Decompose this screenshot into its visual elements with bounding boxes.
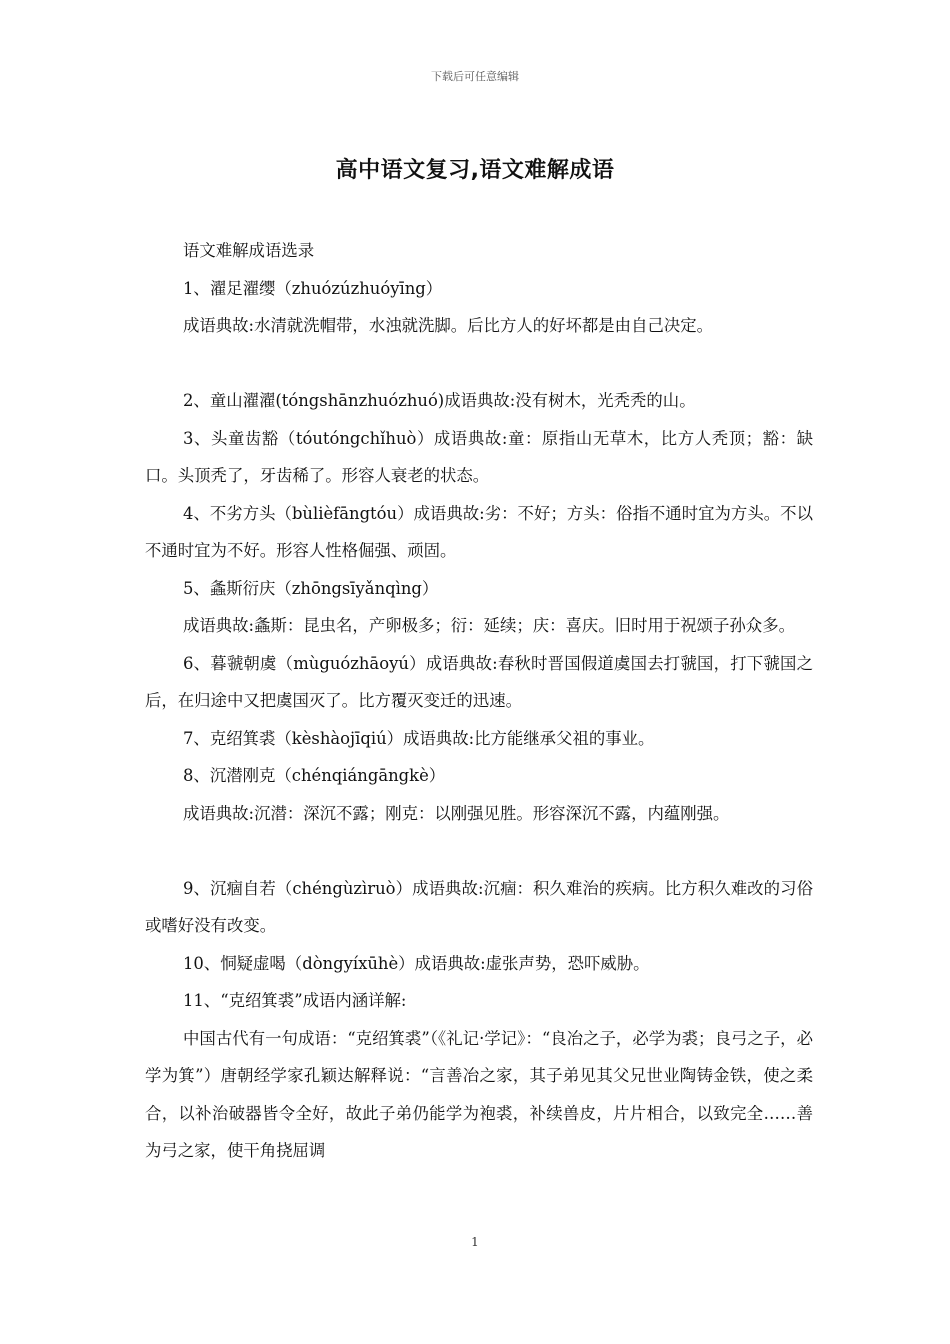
- paragraph-idiom-8-heading: 8、沉潜刚克（chénqiángāngkè）: [183, 766, 446, 785]
- paragraph-idiom-5-heading: 5、螽斯衍庆（zhōngsīyǎnqìng）: [183, 578, 439, 598]
- paragraph-intro: 语文难解成语选录: [183, 241, 315, 260]
- paragraph-idiom-4: 4、不劣方头（bùlièfāngtóu）成语典故:劣：不好；方头：俗指不通时宜为方头。不以不通时宜为不好。形容人性格倔强、顽固。: [145, 503, 813, 560]
- page-number: 1: [471, 1235, 479, 1249]
- document-title: 高中语文复习,语文难解成语: [335, 158, 615, 183]
- paragraph-section-11-heading: 11、“克绍箕裘”成语内涵详解:: [183, 991, 407, 1010]
- paragraph-section-11-body: 中国古代有一句成语：“克绍箕裘”（《礼记·学记》：“良冶之子，必学为裘；良弓之子，必学为箕”）唐朝经学家孔颖达解释说：“言善冶之家，其子弟见其父兄世业陶铸金铁，使之柔合，以补治破器皆令全好，故此子弟仍能学为袍裘，补续兽皮，片片相合，以致完全……善为弓之家，使干角挠屈调: [145, 1028, 813, 1160]
- paragraph-idiom-7: 7、克绍箕裘（kèshàojīqiú）成语典故:比方能继承父祖的事业。: [183, 728, 655, 748]
- paragraph-idiom-1-heading: 1、濯足濯缨（zhuózúzhuóyīng）: [183, 278, 443, 298]
- page-header: 下载后可任意编辑: [431, 70, 519, 83]
- paragraph-idiom-8-story: 成语典故:沉潜：深沉不露；刚克：以刚强见胜。形容深沉不露，内蕴刚强。: [183, 803, 730, 823]
- paragraph-idiom-6: 6、暮虢朝虞（mùguózhāoyú）成语典故:春秋时晋国假道虞国去打虢国，打下虢国之后，在归途中又把虞国灭了。比方覆灭变迁的迅速。: [145, 653, 813, 710]
- paragraph-idiom-2: 2、童山濯濯(tóngshānzhuózhuó)成语典故:没有树木，光秃秃的山。: [183, 391, 696, 410]
- paragraph-idiom-5-story: 成语典故:螽斯：昆虫名，产卵极多；衍：延续；庆：喜庆。旧时用于祝颂子孙众多。: [183, 616, 795, 635]
- paragraph-idiom-3: 3、头童齿豁（tóutóngchǐhuò）成语典故:童：原指山无草木，比方人秃顶；豁：缺口。头顶秃了，牙齿稀了。形容人衰老的状态。: [145, 428, 813, 485]
- paragraph-idiom-10: 10、恫疑虚喝（dòngyíxūhè）成语典故:虚张声势，恐吓威胁。: [183, 953, 650, 973]
- paragraph-idiom-1-story: 成语典故:水清就洗帽带，水浊就洗脚。后比方人的好坏都是由自己决定。: [183, 316, 714, 335]
- paragraph-idiom-9: 9、沉痼自若（chéngùzìruò）成语典故:沉痼：积久难治的疾病。比方积久难改的习俗或嗜好没有改变。: [145, 878, 813, 935]
- document-body: [145, 232, 813, 1170]
